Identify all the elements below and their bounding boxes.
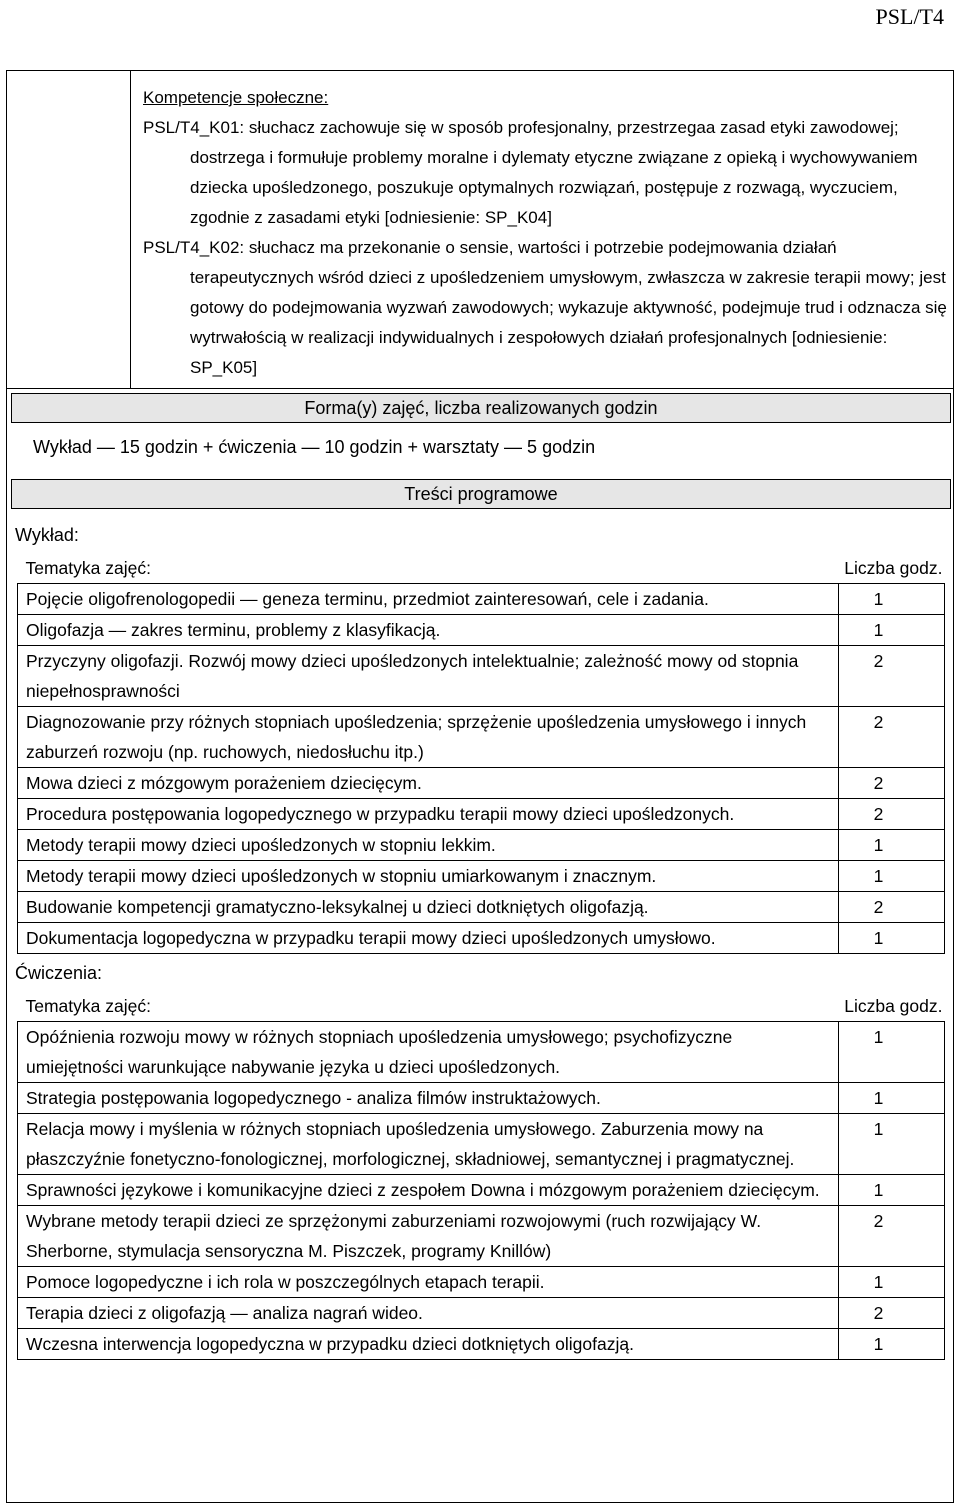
- table-row: [18, 1329, 945, 1360]
- exercises-col-hours: Liczba godz.: [844, 996, 943, 1016]
- hours-cell: 2: [839, 1206, 945, 1267]
- hours-cell: 1: [839, 1083, 945, 1114]
- topic-cell: Mowa dzieci z mózgowym porażeniem dziecięcym.: [18, 768, 839, 799]
- document-code: PSL/T4: [875, 4, 944, 29]
- table-row: [18, 584, 945, 615]
- tresci-heading: Treści programowe: [11, 479, 951, 509]
- topic-cell: Dokumentacja logopedyczna w przypadku terapii mowy dzieci upośledzonych umysłowo.: [18, 923, 839, 954]
- table-row: [18, 892, 945, 923]
- hours-cell: 1: [839, 1267, 945, 1298]
- competences-left-cell: [7, 71, 131, 389]
- topic-cell: Metody terapii mowy dzieci upośledzonych w stopniu lekkim.: [18, 830, 839, 861]
- topic-cell: Relacja mowy i myślenia w różnych stopniach upośledzenia umysłowego. Zaburzenia mowy na płaszczyźnie fonetyczno-fonologicznej, morfologicznej, składniowej, semantycznej i pragmatycznej.: [18, 1114, 839, 1175]
- table-row: [18, 1298, 945, 1329]
- topic-cell: Przyczyny oligofazji. Rozwój mowy dzieci upośledzonych intelektualnie; zależność mowy od stopnia niepełnosprawności: [18, 646, 839, 707]
- topic-cell: Wybrane metody terapii dzieci ze sprzężonymi zaburzeniami rozwojowymi (ruch rozwijający W. Sherborne, stymulacja sensoryczna M. Piszczek, programy Knillów): [18, 1206, 839, 1267]
- topic-cell: Diagnozowanie przy różnych stopniach upośledzenia; sprzężenie upośledzenia umysłowego i innych zaburzeń rozwoju (np. ruchowych, niedosłuchu itp.): [18, 707, 839, 768]
- table-row: [18, 830, 945, 861]
- hours-cell: 1: [839, 1329, 945, 1360]
- table-row: [18, 861, 945, 892]
- exercises-col-topic: Tematyka zajęć:: [25, 996, 151, 1016]
- table-row: [18, 1175, 945, 1206]
- table-row: [18, 1114, 945, 1175]
- hours-cell: 2: [839, 646, 945, 707]
- table-row: [18, 1022, 945, 1083]
- hours-cell: 1: [839, 584, 945, 615]
- topic-cell: Procedura postępowania logopedycznego w przypadku terapii mowy dzieci upośledzonych.: [18, 799, 839, 830]
- exercises-label: Ćwiczenia:: [15, 963, 103, 983]
- hours-cell: 1: [839, 1022, 945, 1083]
- exercises-table: [17, 989, 945, 1360]
- table-row: [18, 768, 945, 799]
- topic-cell: Budowanie kompetencji gramatyczno-leksykalnej u dzieci dotkniętych oligofazją.: [18, 892, 839, 923]
- topic-cell: Sprawności językowe i komunikacyjne dzieci z zespołem Downa i mózgowym porażeniem dziecięcym.: [18, 1175, 839, 1206]
- topic-cell: Oligofazja — zakres terminu, problemy z klasyfikacją.: [18, 615, 839, 646]
- lecture-col-topic: Tematyka zajęć:: [25, 558, 151, 578]
- topic-cell: Pomoce logopedyczne i ich rola w poszczególnych etapach terapii.: [18, 1267, 839, 1298]
- table-row: [18, 923, 945, 954]
- forma-heading: Forma(y) zajęć, liczba realizowanych godzin: [11, 393, 951, 423]
- syllabus-frame: [6, 70, 954, 1503]
- topic-cell: Metody terapii mowy dzieci upośledzonych w stopniu umiarkowanym i znacznym.: [18, 861, 839, 892]
- lecture-col-hours: Liczba godz.: [844, 558, 943, 578]
- hours-cell: 1: [839, 1114, 945, 1175]
- forma-text: Wykład — 15 godzin + ćwiczenia — 10 godzin + warsztaty — 5 godzin: [33, 437, 596, 457]
- hours-cell: 1: [839, 1175, 945, 1206]
- exercises-table-header: [18, 989, 945, 1022]
- topic-cell: Terapia dzieci z oligofazją — analiza nagrań wideo.: [18, 1298, 839, 1329]
- table-row: [18, 1267, 945, 1298]
- hours-cell: 2: [839, 768, 945, 799]
- topic-cell: Pojęcie oligofrenologopedii — geneza terminu, przedmiot zainteresowań, cele i zadania.: [18, 584, 839, 615]
- hours-cell: 1: [839, 923, 945, 954]
- table-row: [18, 646, 945, 707]
- topic-cell: Strategia postępowania logopedycznego - analiza filmów instruktażowych.: [18, 1083, 839, 1114]
- competences-title: Kompetencje społeczne:: [143, 88, 329, 107]
- hours-cell: 1: [839, 830, 945, 861]
- hours-cell: 2: [839, 892, 945, 923]
- table-row: [18, 707, 945, 768]
- topic-cell: Opóźnienia rozwoju mowy w różnych stopniach upośledzenia umysłowego; psychofizyczne umiejętności warunkujące nabywanie języka u dzieci upośledzonych.: [18, 1022, 839, 1083]
- hours-cell: 2: [839, 799, 945, 830]
- competence-k02: PSL/T4_K02: słuchacz ma przekonanie o sensie, wartości i potrzebie podejmowania działań terapeutycznych wśród dzieci z upośledzeniem umysłowym, zwłaszcza w zakresie terapii mowy; jest gotowy do podejmowania wyzwań zawodowych; wykazuje aktywność, podejmuje trud i odznacza się wytrwałością w realizacji indywidualnych i zespołowych działań profesjonalnych [odniesienie: SP_K05]: [143, 238, 947, 377]
- hours-cell: 2: [839, 1298, 945, 1329]
- competences-text: [143, 83, 949, 383]
- hours-cell: 2: [839, 707, 945, 768]
- table-row: [18, 799, 945, 830]
- lecture-table-header: [18, 551, 945, 584]
- competence-k01: PSL/T4_K01: słuchacz zachowuje się w sposób profesjonalny, przestrzegaa zasad etyki zawodowej; dostrzega i formułuje problemy moralne i dylematy etyczne związane z opieką i wychowywaniem dziecka upośledzonego, poszukuje optymalnych rozwiązań, postępuje z rozwagą, wyczuciem, zgodnie z zasadami etyki [odniesienie: SP_K04]: [143, 118, 918, 227]
- hours-cell: 1: [839, 615, 945, 646]
- competences-block: [7, 71, 953, 389]
- table-row: [18, 1083, 945, 1114]
- lecture-label: Wykład:: [15, 525, 79, 545]
- lecture-table: [17, 551, 945, 954]
- table-row: [18, 615, 945, 646]
- hours-cell: 1: [839, 861, 945, 892]
- table-row: [18, 1206, 945, 1267]
- topic-cell: Wczesna interwencja logopedyczna w przypadku dzieci dotkniętych oligofazją.: [18, 1329, 839, 1360]
